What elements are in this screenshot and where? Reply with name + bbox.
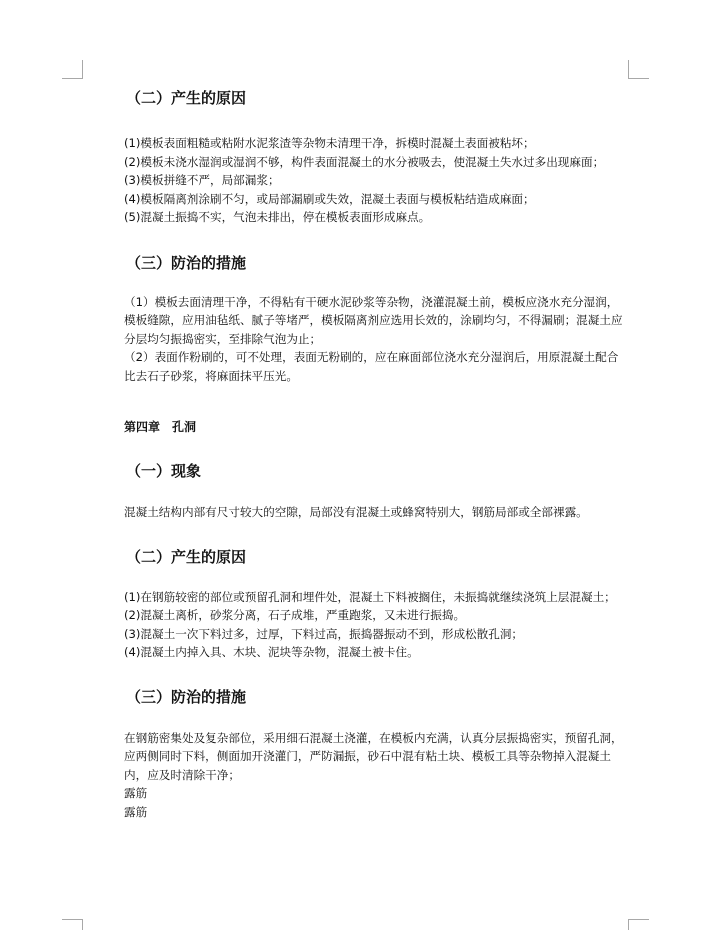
section-heading-causes: （二）产生的原因: [126, 89, 247, 107]
document-body: [124, 86, 624, 821]
cause-item-5: (5)混凝土振捣不实，气泡未排出，停在模板表面形成麻点。: [124, 210, 431, 224]
cause2-item-2: (2)混凝土离析，砂浆分离，石子成堆，严重跑浆，又未进行振捣。: [124, 608, 466, 622]
crop-mark-top-left: [62, 60, 83, 79]
chapter-title: 第四章 孔洞: [124, 420, 197, 434]
cause-item-1: (1)模板表面粗糙或粘附水泥浆渣等杂物未清理干净，拆模时混凝土表面被粘坏；: [124, 136, 535, 150]
measure-item-2: （2）表面作粉刷的，可不处理，表面无粉刷的，应在麻面部位浇水充分湿润后，用原混凝土配合比去石子砂浆，将麻面抹平压光。: [124, 350, 619, 383]
cause2-item-4: (4)混凝土内掉入具、木块、泥块等杂物，混凝土被卡住。: [124, 645, 419, 659]
cause2-item-3: (3)混凝土一次下料过多，过厚，下料过高，振捣器振动不到，形成松散孔洞；: [124, 626, 524, 641]
cause-item-3: (3)模板拼缝不严，局部漏浆；: [124, 173, 280, 187]
trailing-line-1: 露筋: [124, 786, 148, 800]
section-heading-phenomenon: （一）现象: [126, 462, 202, 480]
section-heading-measures-2: （三）防治的措施: [126, 687, 247, 706]
section-heading-measures: （三）防治的措施: [126, 253, 247, 272]
phenomenon-text: 混凝土结构内部有尺寸较大的空隙，局部没有混凝土或蜂窝特别大，钢筋局部或全部裸露。: [124, 505, 588, 519]
measure2-text: 在钢筋密集处及复杂部位，采用细石混凝土浇灌，在模板内充满，认真分层振捣密实，预留孔洞，应两侧同时下料，侧面加开浇灌门，严防漏振，砂石中混有粘土块、模板工具等杂物掉入混凝土内，应及时清除干净；: [124, 730, 623, 782]
crop-mark-bottom-right: [628, 919, 649, 930]
crop-mark-top-right: [628, 60, 649, 79]
cause2-item-1: (1)在钢筋较密的部位或预留孔洞和埋件处，混凝土下料被搁住，未振捣就继续浇筑上层混凝土；: [124, 589, 616, 604]
section-heading-causes-2: （二）产生的原因: [126, 547, 247, 566]
crop-mark-bottom-left: [62, 919, 83, 930]
trailing-line-2: 露筋: [124, 804, 148, 819]
measure-item-1: （1）模板去面清理干净，不得粘有干硬水泥砂浆等杂物，浇灌混凝土前，模板应浇水充分湿润，模板缝隙，应用油毡纸、腻子等堵严，模板隔离剂应选用长效的，涂刷均匀，不得漏刷；混凝土应分层均匀振捣密实，至排除气泡为止；: [124, 294, 623, 346]
cause-item-4: (4)模板隔离剂涂刷不匀，或局部漏刷或失效，混凝土表面与模板粘结造成麻面；: [124, 191, 535, 206]
cause-item-2: (2)模板未浇水湿润或湿润不够，构件表面混凝土的水分被吸去，使混凝土失水过多出现麻面；: [124, 154, 605, 169]
